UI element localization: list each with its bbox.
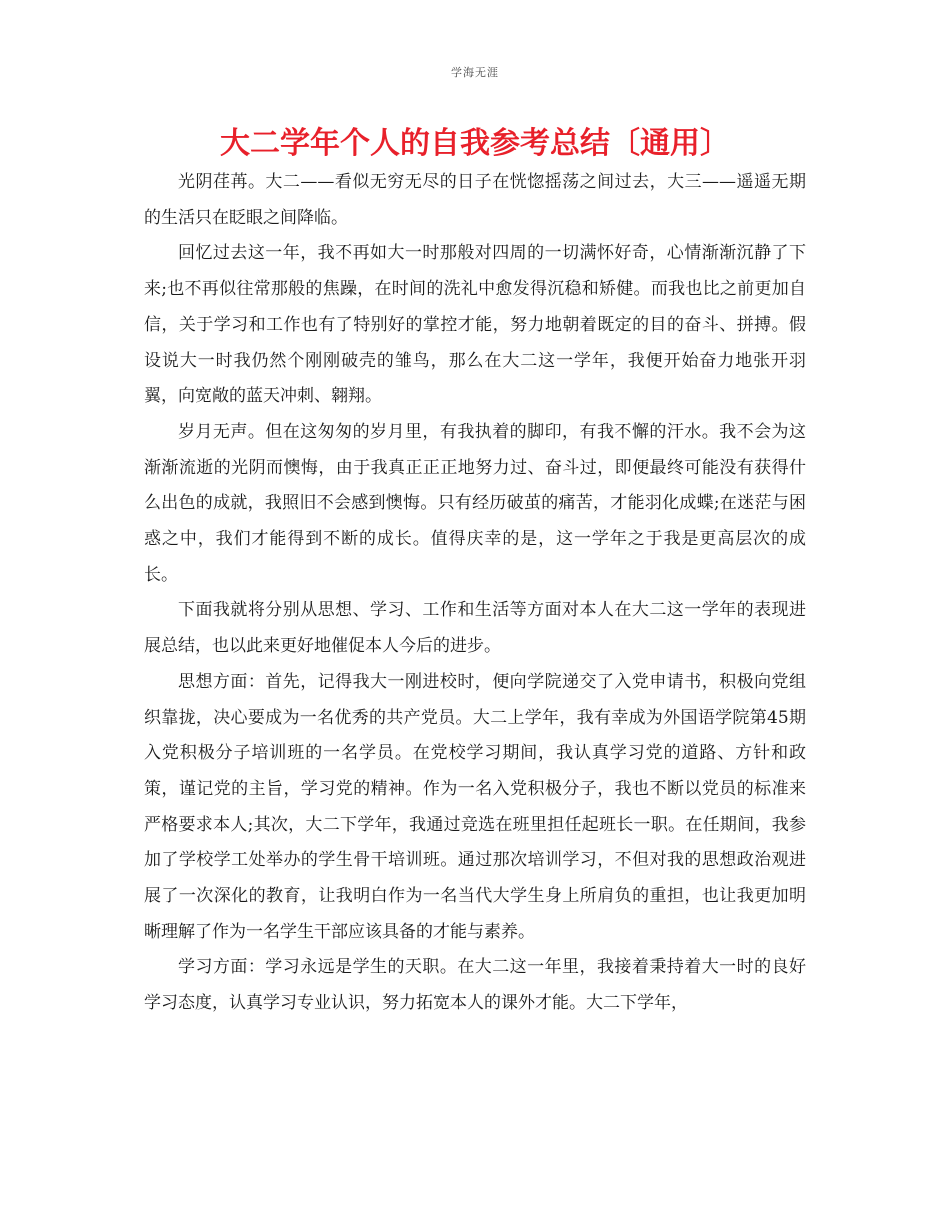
paragraph-2: 回忆过去这一年，我不再如大一时那般对四周的一切满怀好奇，心情渐渐沉静了下来;也不再似往常那般的焦躁，在时间的洗礼中愈发得沉稳和矫健。而我也比之前更加自信，关于学习和工作也有了特别好的掌控才能，努力地朝着既定的目的奋斗、拼搏。假设说大一时我仍然个刚刚破壳的雏鸟，那么在大二这一学年，我便开始奋力地张开羽翼，向宽敞的蓝天冲刺、翱翔。 [144,243,806,407]
running-header: 学海无涯 [451,66,499,79]
paragraph-4: 下面我就将分别从思想、学习、工作和生活等方面对本人在大二这一学年的表现进展总结，也以此来更好地催促本人今后的进步。 [144,600,806,657]
paragraph-6: 学习方面：学习永远是学生的天职。在大二这一年里，我接着秉持着大一时的良好学习态度，认真学习专业认识，努力拓宽本人的课外才能。大二下学年， [144,957,806,1014]
document-body [144,165,806,1022]
document-title: 大二学年个人的自我参考总结〔通用〕 [220,126,730,161]
paragraph-1: 光阴荏苒。大二——看似无穷无尽的日子在恍惚摇荡之间过去，大三——遥遥无期的生活只在眨眼之间降临。 [144,172,806,228]
paragraph-3: 岁月无声。但在这匆匆的岁月里，有我执着的脚印，有我不懈的汗水。我不会为这渐渐流逝的光阴而懊悔，由于我真正正正地努力过、奋斗过，即便最终可能没有获得什么出色的成就，我照旧不会感到懊悔。只有经历破茧的痛苦，才能羽化成蝶;在迷茫与困惑之中，我们才能得到不断的成长。值得庆幸的是，这一学年之于我是更高层次的成长。 [144,421,806,585]
paragraph-5: 思想方面：首先，记得我大一刚进校时，便向学院递交了入党申请书，积极向党组织靠拢，决心要成为一名优秀的共产党员。大二上学年，我有幸成为外国语学院第45期入党积极分子培训班的一名学员。在党校学习期间，我认真学习党的道路、方针和政策，谨记党的主旨，学习党的精神。作为一名入党积极分子，我也不断以党员的标准来严格要求本人;其次，大二下学年，我通过竞选在班里担任起班长一职。在任期间，我参加了学校学工处举办的学生骨干培训班。通过那次培训学习，不但对我的思想政治观进展了一次深化的教育，让我明白作为一名当代大学生身上所肩负的重担，也让我更加明晰理解了作为一名学生干部应该具备的才能与素养。 [144,671,806,942]
